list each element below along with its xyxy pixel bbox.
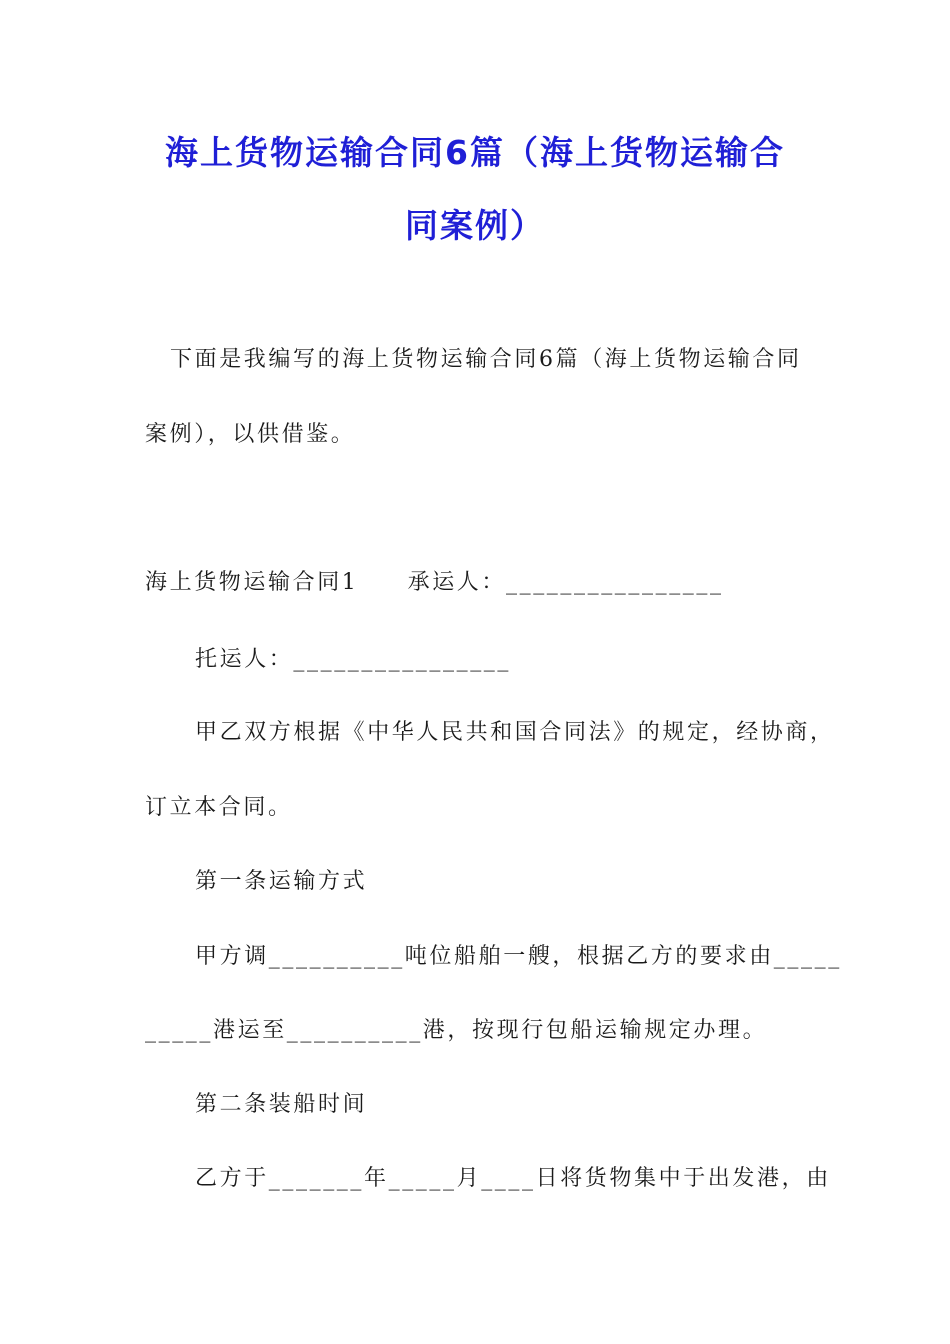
- intro-paragraph-line-1: 下面是我编写的海上货物运输合同6篇（海上货物运输合同: [170, 347, 802, 372]
- article-1-line-2: _____港运至__________港，按现行包船运输规定办理。: [145, 1018, 768, 1043]
- article-1-title: 第一条运输方式: [195, 869, 368, 894]
- contract-heading: 海上货物运输合同1 承运人：________________: [145, 570, 724, 595]
- agreement-paragraph-line-1: 甲乙双方根据《中华人民共和国合同法》的规定，经协商，: [195, 720, 835, 745]
- agreement-paragraph-line-2: 订立本合同。: [145, 795, 293, 820]
- document-title-line-1: 海上货物运输合同6篇（海上货物运输合: [165, 133, 785, 172]
- article-2-line-1: 乙方于_______年_____月____日将货物集中于出发港，由: [195, 1166, 831, 1191]
- document-title-line-2: 同案例）: [405, 206, 545, 245]
- article-1-line-1: 甲方调__________吨位船舶一艘，根据乙方的要求由_____: [195, 944, 842, 969]
- article-2-title: 第二条装船时间: [195, 1092, 368, 1117]
- shipper-line: 托运人：________________: [195, 647, 512, 672]
- intro-paragraph-line-2: 案例），以供借鉴。: [145, 422, 356, 447]
